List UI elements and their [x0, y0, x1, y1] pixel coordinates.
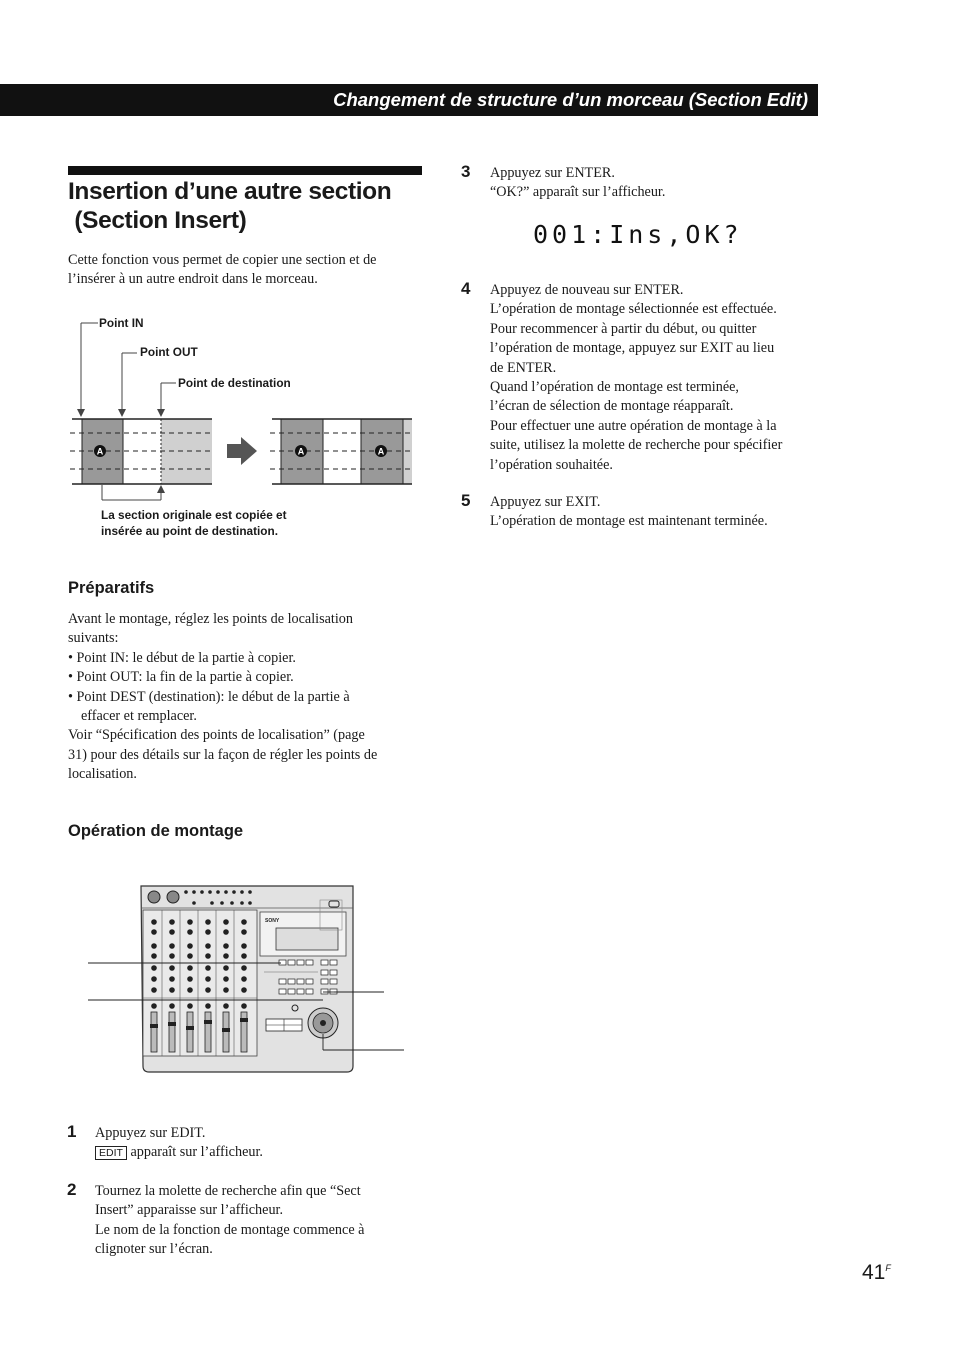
diagram-caption-line: insérée au point de destination. — [101, 523, 278, 538]
page-number: $41^F$ — [862, 1261, 891, 1284]
step-line: l’opération souhaitée. — [490, 456, 613, 473]
step-line: Le nom de la fonction de montage commence à — [95, 1221, 365, 1238]
right-arrow-icon — [227, 437, 257, 465]
prep-bullet-continuation: effacer et remplacer. — [81, 708, 197, 725]
title-rule — [68, 166, 422, 175]
step-1-text — [95, 1124, 263, 1163]
diagram-caption-line: La section originale est copiée et — [101, 508, 287, 522]
step-line: L’opération de montage est maintenant terminée. — [490, 513, 768, 530]
page-title — [68, 177, 428, 235]
operation-heading: Opération de montage — [68, 822, 244, 840]
step-line: clignoter sur l’écran. — [95, 1241, 213, 1258]
prep-see-line: localisation. — [68, 766, 137, 783]
step-line: l’écran de sélection de montage réapparaît. — [490, 398, 734, 415]
prep-bullet: • Point IN: le début de la partie à copier. — [68, 649, 296, 666]
step-number: 3 — [461, 162, 471, 181]
prep-text — [68, 610, 428, 785]
step-number: 4 — [461, 279, 471, 298]
intro-paragraph — [68, 251, 376, 290]
prep-bullet: • Point DEST (destination): le début de la partie à — [68, 688, 350, 705]
step-line: “OK?” apparaît sur l’afficheur. — [490, 184, 666, 201]
step-line: Tournez la molette de recherche afin que “Sect — [95, 1183, 361, 1199]
prep-see-line: 31) pour des détails sur la façon de régler les points de — [68, 746, 378, 763]
step-line: EDIT apparaît sur l’afficheur. — [95, 1143, 263, 1162]
step-5-text — [490, 493, 768, 532]
marker-a: A — [297, 446, 305, 457]
page-title-line: Insertion d’une autre section — [68, 178, 392, 205]
step-line: Appuyez sur ENTER. — [490, 165, 615, 181]
page-title-line: (Section Insert) — [68, 207, 247, 234]
intro-line: Cette fonction vous permet de copier une section et de — [68, 252, 377, 268]
lcd-display-readout: 001:Ins,OK? — [533, 220, 743, 249]
step-line: Pour effectuer une autre opération de montage à la — [490, 417, 777, 434]
step-line: L’opération de montage sélectionnée est effectuée. — [490, 301, 777, 318]
prep-heading: Préparatifs — [68, 579, 155, 597]
marker-a: A — [377, 446, 385, 457]
prep-intro-line: suivants: — [68, 630, 119, 647]
step-line: Appuyez sur EDIT. — [95, 1125, 206, 1141]
step-3-text — [490, 164, 665, 203]
label-point-destination: Point de destination — [178, 376, 291, 390]
step-line: Pour recommencer à partir du début, ou quitter — [490, 320, 757, 337]
step-number: 2 — [67, 1180, 77, 1199]
prep-see-line: Voir “Spécification des points de localisation” (page — [68, 727, 365, 744]
prep-bullet: • Point OUT: la fin de la partie à copier. — [68, 669, 294, 686]
step-4-text — [490, 281, 782, 475]
page-language-suffix: F — [885, 1263, 891, 1273]
mixer-device-illustration — [88, 884, 408, 1076]
step-line: Appuyez sur EXIT. — [490, 494, 601, 510]
step-2-text — [95, 1182, 364, 1260]
section-insert-diagram — [60, 305, 420, 510]
intro-line: l’insérer à un autre endroit dans le morceau. — [68, 271, 318, 288]
step-line: Insert” apparaisse sur l’afficheur. — [95, 1202, 284, 1219]
step-line: suite, utilisez la molette de recherche pour spécifier — [490, 437, 783, 454]
step-line: l’opération de montage, appuyez sur EXIT au lieu — [490, 340, 775, 357]
section-header-bar — [0, 84, 818, 116]
step-number: 5 — [461, 491, 471, 510]
label-point-out: Point OUT — [140, 345, 198, 359]
device-brand: SONY — [265, 918, 280, 924]
diagram-caption — [101, 508, 287, 539]
step-number: 1 — [67, 1122, 77, 1141]
label-point-in: Point IN — [99, 316, 144, 330]
edit-lcd-indicator: EDIT — [95, 1146, 127, 1160]
section-header-title: Changement de structure d’un morceau (Section Edit) — [333, 89, 808, 110]
prep-intro-line: Avant le montage, réglez les points de localisation — [68, 611, 353, 627]
marker-a: A — [96, 446, 104, 457]
step-line: de ENTER. — [490, 359, 557, 376]
step-line: Quand l’opération de montage est terminée, — [490, 379, 739, 396]
step-line: Appuyez de nouveau sur ENTER. — [490, 282, 684, 298]
